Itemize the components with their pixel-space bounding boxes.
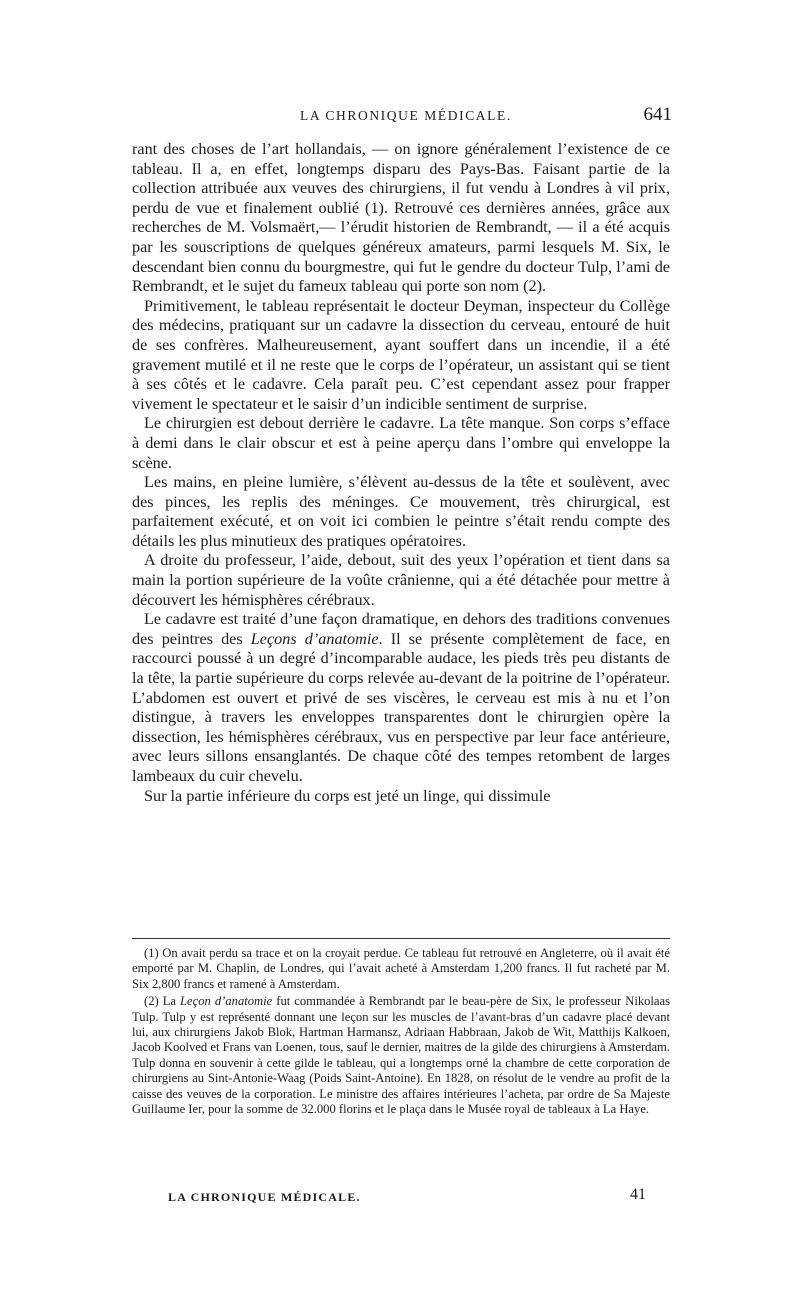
paragraph: Le chirurgien est debout derrière le cadavre. La tête manque. Son corps s’efface à demi dans le clair obscur et est à peine aperçu dans l’ombre qui enveloppe la scène. [132, 414, 670, 472]
paragraph-text: . Il se présente complètement de face, en raccourci poussé à un degré d’incomparable audace, les pieds très peu distants de la tête, la partie supérieure du corps relevée au-devant de la poitrine de l’opérateur. L’abdomen est ouvert et privé de ses viscères, le cerveau est mis à nu et l’on distingue, à travers les enveloppes transparentes dont le chirurgien opère la dissection, les hémisphères cérébraux, vus en perspective par leur face antérieure, avec leurs sillons ensanglantés. De chaque côté des tempes retombent de larges lambeaux du cuir chevelu. [132, 629, 671, 785]
footnote-rule [132, 938, 670, 939]
paragraph: Les mains, en pleine lumière, s’élèvent au-dessus de la tête et soulèvent, avec des pinces, les replis des méninges. Ce mouvement, très chirurgical, est parfaitement exécuté, et on voit ici combien le peintre s’était rendu compte des détails les plus minutieux des pratiques opératoires. [132, 473, 670, 550]
paragraph-text: Le cadavre est traité d’une façon dramatique, en dehors des traditions convenues des peintres des [132, 610, 670, 648]
paragraph: Sur la partie inférieure du corps est jeté un linge, qui dissimule [144, 786, 551, 805]
paragraph: A droite du professeur, l’aide, debout, suit des yeux l’opération et tient dans sa main la portion supérieure de la voûte crânienne, qui a été détachée pour mettre à découvert les hémisphères cérébraux. [132, 551, 670, 609]
paragraph [132, 610, 670, 786]
page-footer [168, 1186, 646, 1208]
italic-title: Leçons d’anatomie [250, 629, 379, 648]
paragraph: rant des choses de l’art hollandais, — on ignore généralement l’existence de ce tableau. Il a, en effet, longtemps disparu des Pays-Bas. Faisant partie de la collection attribuée aux veuves des chirurgiens, il fut vendu à Londres à vil prix, perdu de vue et finalement oublié (1). Retrouvé ces dernières années, grâce aux recherches de M. Volsmaërt,— l’érudit historien de Rembrandt, — il a été acquis par les souscriptions de quelques généreux amateurs, parmi lesquels M. Six, le descendant bien connu du bourgmestre, qui fut le gendre du docteur Tulp, l’ami de Rembrandt, et le sujet du fameux tableau qui porte son nom (2). [132, 140, 670, 296]
footnote-text: fut commandée à Rembrandt par le beau-père de Six, le professeur Nikolaas Tulp. Tulp y est représenté donnant une leçon sur les muscles de l’avant-bras d’un cadavre placé devant lui, aux chirurgiens Jakob Blok, Hartman Harmansz, Adriaan Habbraan, Jakob de Wit, Matthijs Kalkoen, Jacob Koolved et Frans van Loenen, tous, sauf le dernier, maitres de la gilde des chirurgiens à Amsterdam. Tulp donna en souvenir à cette gilde le tableau, qui a longtemps orné la chambre de cette corporation de chirurgiens au Sint-Antonie-Waag (Poids Saint-Antoine). En 1828, on résolut de le vendre au profit de la caisse des veuves de la corporation. Le ministre des affaires intérieures l’acheta, par ordre de Sa Majeste Guillaume Ier, pour la somme de 32.000 florins et le plaça dans le Musée royal de tableaux à La Haye. [132, 994, 670, 1117]
page-header [132, 104, 672, 132]
footnotes [132, 946, 670, 1117]
footnote-text: (2) La [144, 994, 181, 1009]
signature-mark: 41 [630, 1186, 646, 1203]
footnote-1: (1) On avait perdu sa trace et on la croyait perdue. Ce tableau fut retrouvé en Angleterre, où il avait été emporté par M. Chaplin, de Londres, qui l’avait acheté à Amsterdam 1,200 francs. Il fut racheté par M. Six 2,800 francs et ramené à Amsterdam. [132, 946, 670, 991]
body-text [132, 140, 670, 806]
italic-title: Leçon d’anatomie [180, 994, 273, 1009]
footer-title: LA CHRONIQUE MÉDICALE. [168, 1190, 361, 1204]
page-number: 641 [643, 104, 672, 125]
footnote-2 [132, 994, 670, 1117]
running-title: LA CHRONIQUE MÉDICALE. [300, 108, 512, 123]
paragraph: Primitivement, le tableau représentait le docteur Deyman, inspecteur du Collège des médecins, pratiquant sur un cadavre la dissection du cerveau, entouré de huit de ses confrères. Malheureusement, ayant souffert dans un incendie, il a été gravement mutilé et il ne reste que le corps de l’opérateur, un assistant qui se tient à ses côtés et le cadavre. Cela paraît peu. C’est cependant assez pour frapper vivement le spectateur et le saisir d’un indicible sentiment de surprise. [132, 296, 670, 413]
